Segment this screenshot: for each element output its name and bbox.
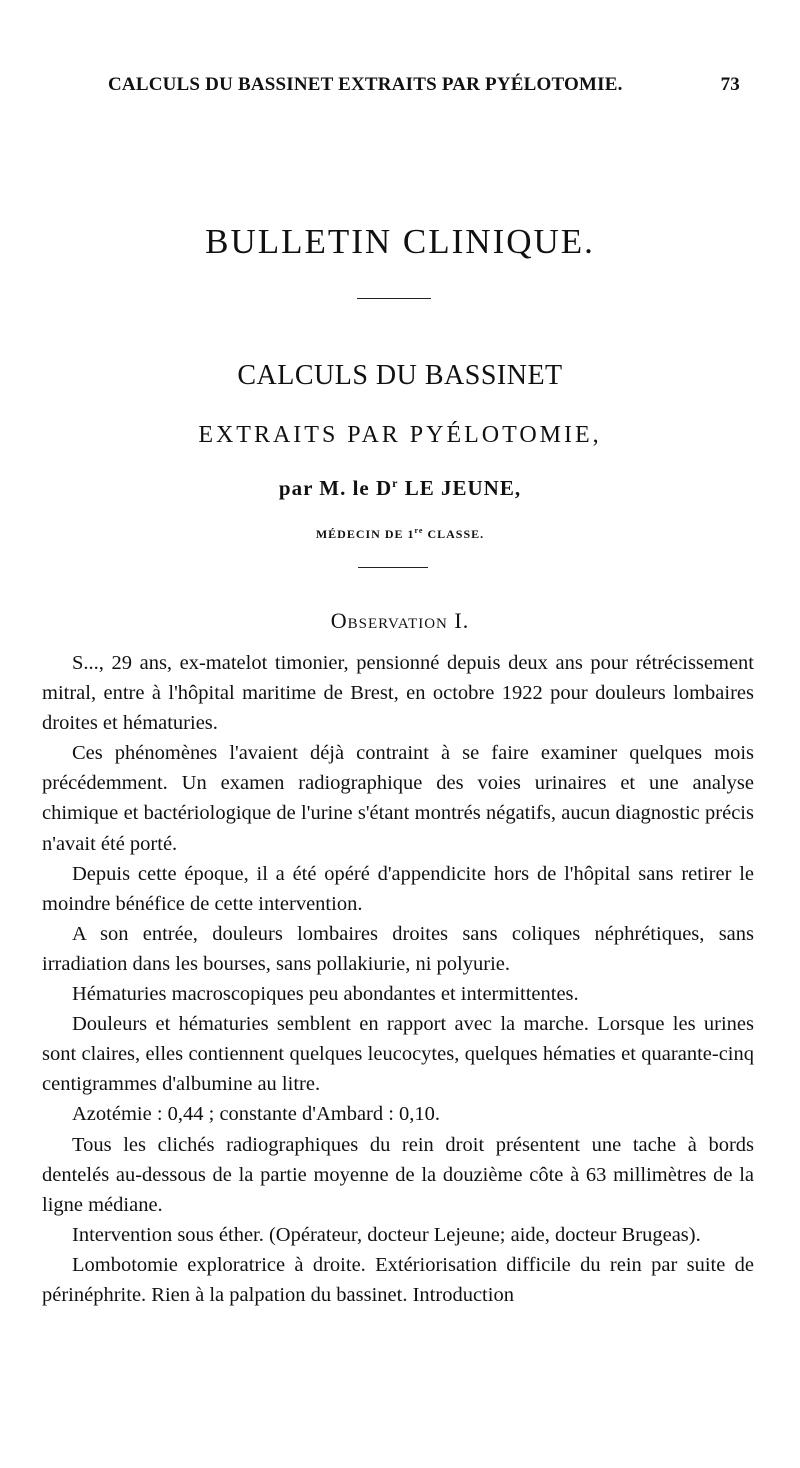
paragraph: Douleurs et hématuries semblent en rapport avec la marche. Lorsque les urines sont claires, elles contiennent quelques leucocytes, quelques hématies et quarante-cinq centigrammes d'albumine au litre.: [42, 1013, 754, 1096]
paragraph: Azotémie : 0,44 ; constante d'Ambard : 0,10.: [72, 1103, 441, 1126]
section-title: BULLETIN CLINIQUE.: [205, 222, 595, 261]
rank-suffix: CLASSE.: [423, 527, 485, 541]
rank-superscript: re: [414, 526, 424, 535]
byline-superscript: r: [392, 476, 399, 490]
byline-prefix: par M. le D: [278, 476, 393, 500]
paragraph: Intervention sous éther. (Opérateur, docteur Lejeune; aide, docteur Brugeas).: [72, 1223, 701, 1246]
page-number: 73: [720, 74, 740, 95]
body-text: [42, 648, 754, 1310]
paragraph: S..., 29 ans, ex-matelot timonier, pensionné depuis deux ans pour rétrécissement mitral, entre à l'hôpital maritime de Brest, en octobre 1922 pour douleurs lombaires droites et hématuries.: [42, 652, 754, 735]
paragraph: Depuis cette époque, il a été opéré d'appendicite hors de l'hôpital sans retirer le moindre bénéfice de cette intervention.: [42, 862, 754, 915]
rank-prefix: MÉDECIN DE 1: [315, 527, 415, 541]
observation-heading: Observation I.: [330, 608, 470, 633]
paragraph: Hématuries macroscopiques peu abondantes et intermittentes.: [72, 983, 579, 1006]
paragraph: Lombotomie exploratrice à droite. Extériorisation difficile du rein par suite de périnéphrite. Rien à la palpation du bassinet. Introduction: [42, 1253, 754, 1306]
author-name: LE JEUNE,: [398, 476, 522, 500]
article-subtitle: EXTRAITS PAR PYÉLOTOMIE,: [198, 422, 602, 448]
paragraph: Ces phénomènes l'avaient déjà contraint à se faire examiner quelques mois précédemment. Un examen radiographique des voies urinaires et une analyse chimique et bactériologique de l'urine s'étant montrés négatifs, aucun diagnostic précis n'avait été porté.: [42, 742, 754, 855]
divider: [357, 298, 431, 299]
author-byline: [0, 476, 800, 501]
running-head-title: CALCULS DU BASSINET EXTRAITS PAR PYÉLOTOMIE.: [108, 74, 623, 95]
article-title: CALCULS DU BASSINET: [237, 360, 563, 391]
author-rank: [0, 526, 800, 542]
paragraph: Tous les clichés radiographiques du rein droit présentent une tache à bords dentelés au-dessous de la partie moyenne de la douzième côte à 63 millimètres de la ligne médiane.: [42, 1133, 754, 1216]
paragraph: A son entrée, douleurs lombaires droites sans coliques néphrétiques, sans irradiation dans les bourses, sans pollakiurie, ni polyurie.: [42, 922, 754, 975]
divider: [358, 567, 428, 568]
